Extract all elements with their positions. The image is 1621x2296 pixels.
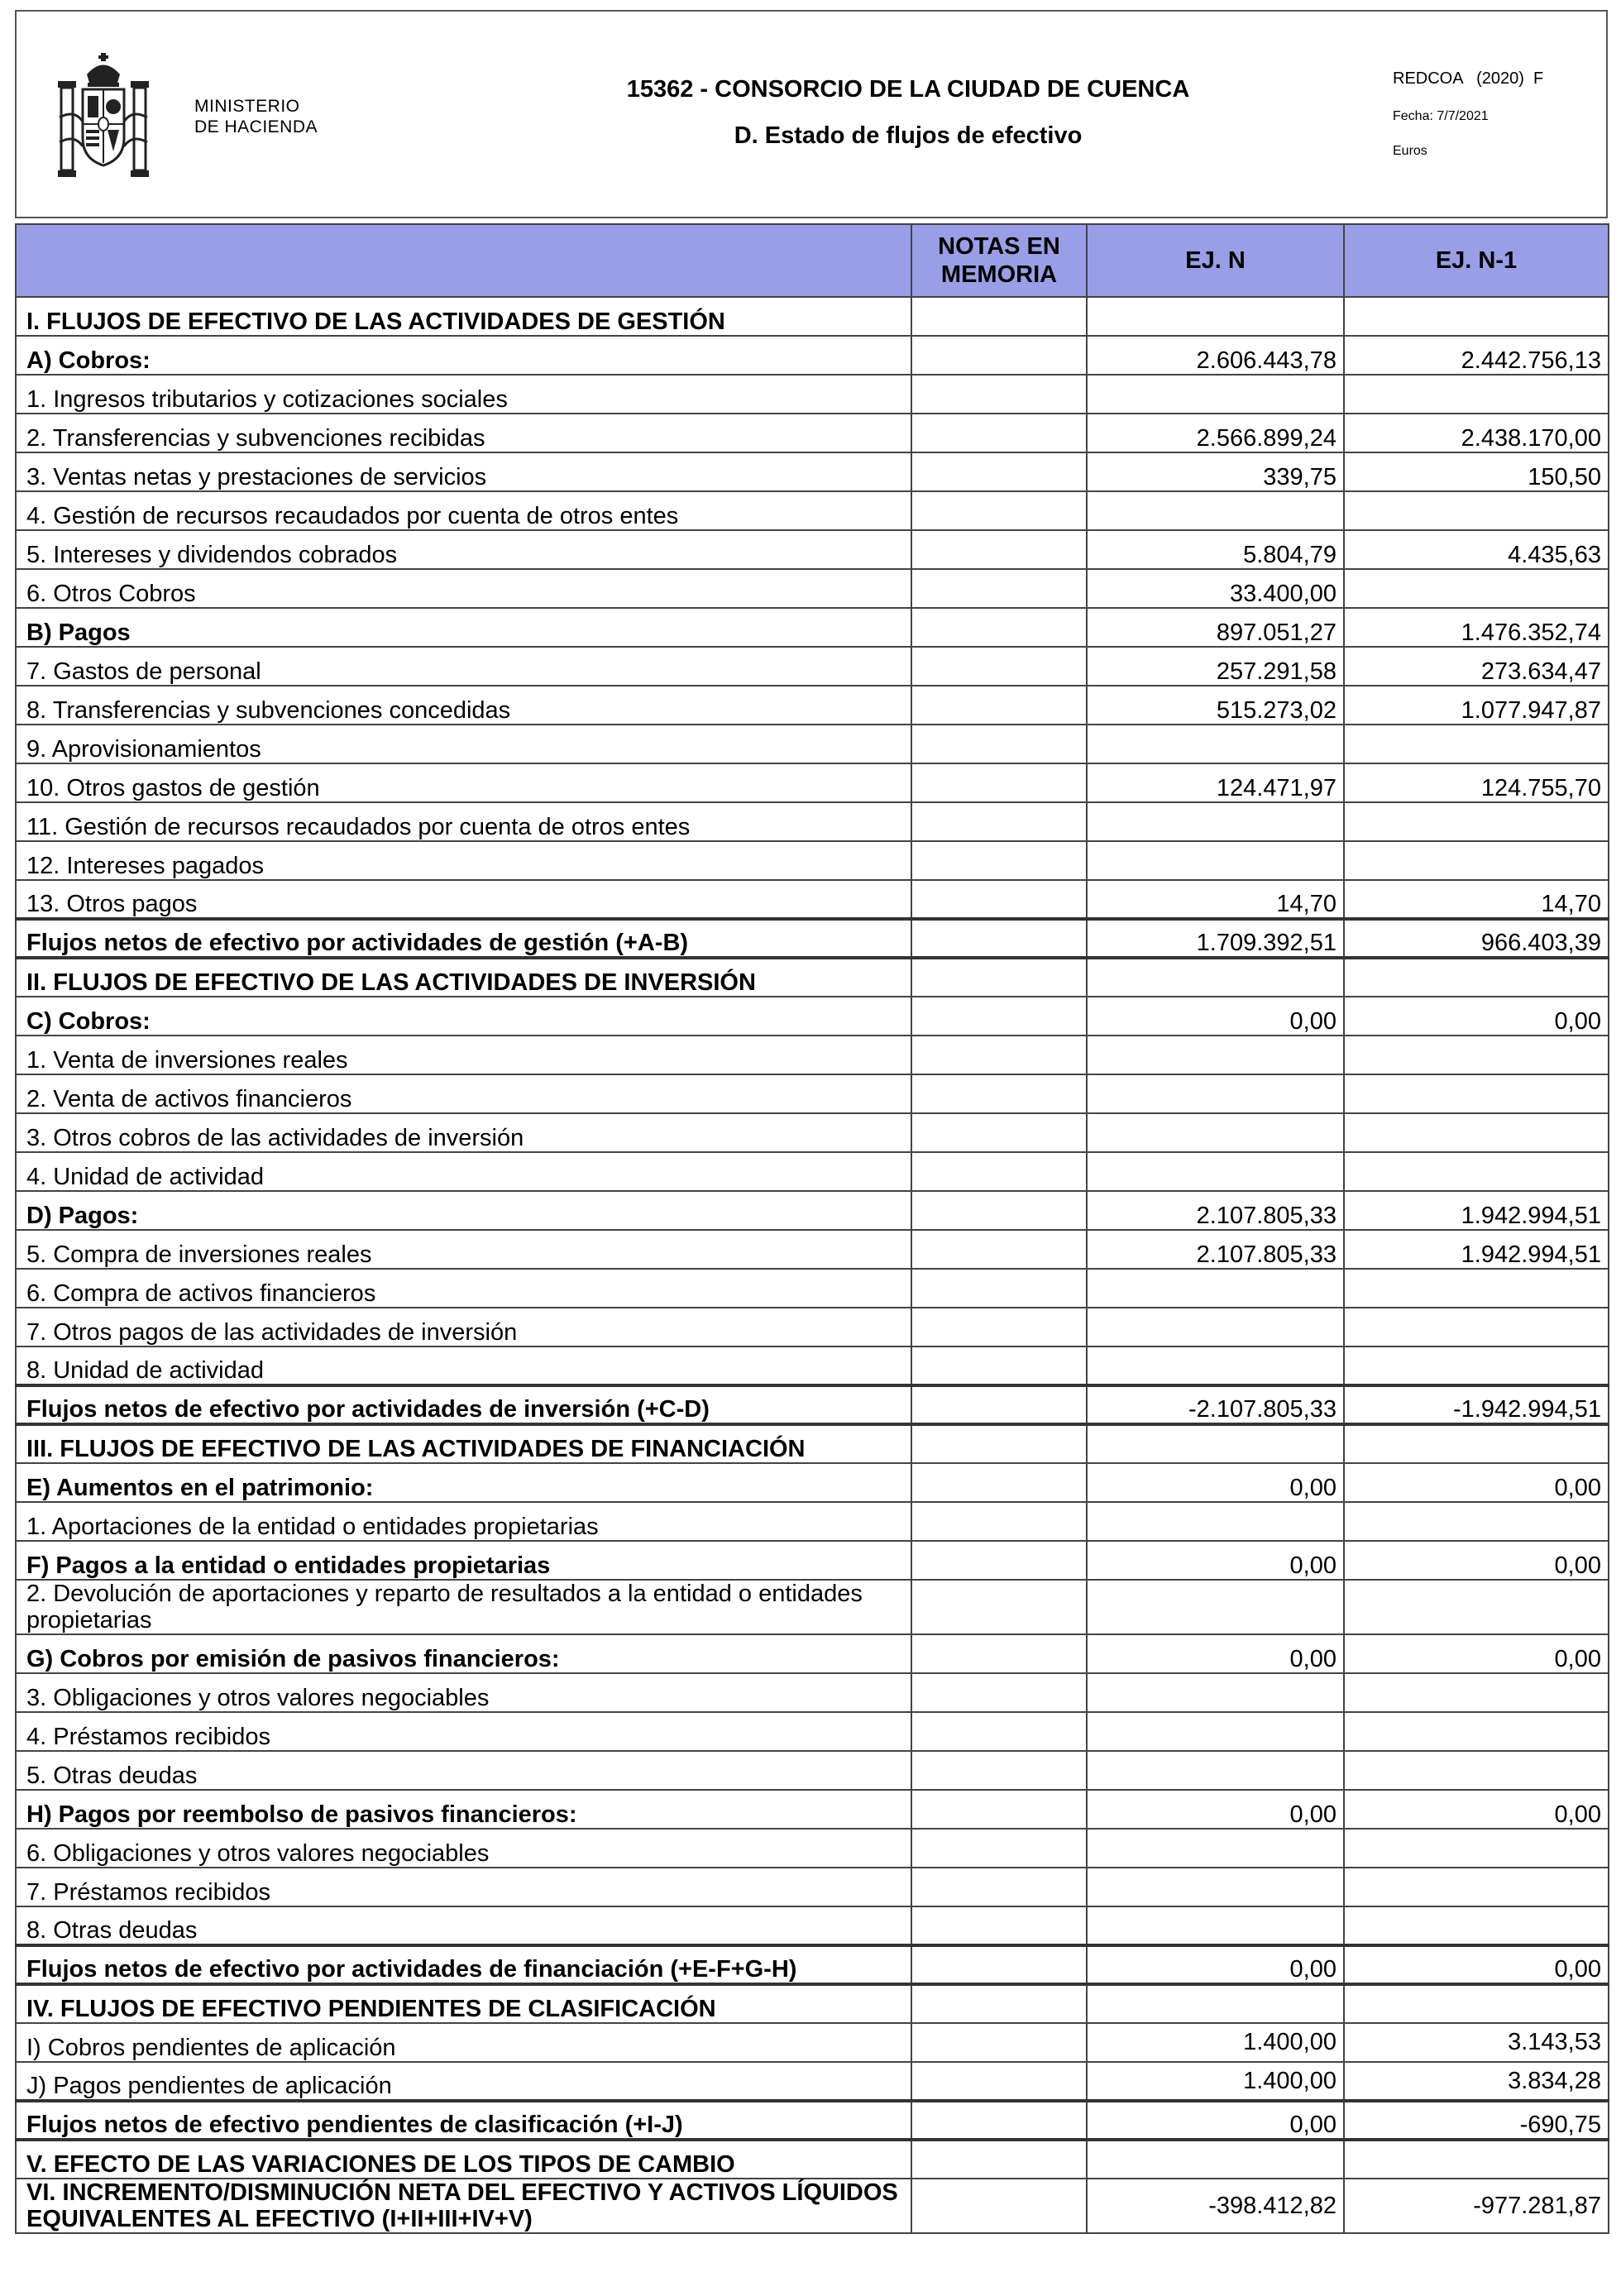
row-value-year-n1: [1344, 1829, 1609, 1868]
table-row: [16, 2179, 1609, 2233]
row-label: F) Pagos a la entidad o entidades propietarias: [16, 1541, 911, 1580]
row-label: Flujos netos de efectivo por actividades de gestión (+A-B): [16, 919, 911, 958]
row-notes: [911, 2062, 1087, 2101]
row-label: 6. Obligaciones y otros valores negociables: [16, 1829, 911, 1868]
row-value-year-n: 33.400,00: [1087, 569, 1344, 608]
row-value-year-n: [1087, 1984, 1344, 2023]
row-value-year-n: 1.709.392,51: [1087, 919, 1344, 958]
row-value-year-n: [1087, 1308, 1344, 1347]
table-row: [16, 1712, 1609, 1751]
row-label: E) Aumentos en el patrimonio:: [16, 1463, 911, 1502]
row-value-year-n1: 1.077.947,87: [1344, 686, 1609, 725]
ministry-line-2: DE HACIENDA: [194, 117, 318, 136]
row-notes: [911, 1790, 1087, 1829]
row-label: 7. Otros pagos de las actividades de inversión: [16, 1308, 911, 1347]
row-value-year-n: 124.471,97: [1087, 763, 1344, 802]
row-value-year-n: 0,00: [1087, 2101, 1344, 2140]
row-value-year-n: [1087, 802, 1344, 841]
table-row: [16, 997, 1609, 1036]
row-value-year-n1: [1344, 1751, 1609, 1790]
row-value-year-n1: [1344, 1074, 1609, 1113]
row-value-year-n1: [1344, 1113, 1609, 1152]
row-value-year-n: 2.107.805,33: [1087, 1191, 1344, 1230]
table-row: [16, 1424, 1609, 1463]
row-notes: [911, 1191, 1087, 1230]
row-value-year-n1: 966.403,39: [1344, 919, 1609, 958]
row-value-year-n1: [1344, 841, 1609, 880]
row-value-year-n1: 2.438.170,00: [1344, 414, 1609, 452]
report-title: 15362 - CONSORCIO DE LA CIUDAD DE CUENCA: [626, 76, 1190, 103]
row-value-year-n: 897.051,27: [1087, 608, 1344, 647]
row-value-year-n: [1087, 841, 1344, 880]
row-value-year-n: [1087, 1269, 1344, 1308]
row-notes: [911, 958, 1087, 997]
row-label: 8. Transferencias y subvenciones concedidas: [16, 686, 911, 725]
row-value-year-n1: [1344, 1712, 1609, 1751]
row-value-year-n: [1087, 1036, 1344, 1074]
row-label: VI. INCREMENTO/DISMINUCIÓN NETA DEL EFECTIVO Y ACTIVOS LÍQUIDOS EQUIVALENTES AL EFECTIVO (I+II+III+IV+V): [16, 2179, 911, 2233]
row-label: 2. Devolución de aportaciones y reparto de resultados a la entidad o entidades propietarias: [16, 1580, 911, 1634]
table-row: [16, 1634, 1609, 1673]
row-value-year-n: 5.804,79: [1087, 530, 1344, 569]
table-row: [16, 686, 1609, 725]
table-row: [16, 1308, 1609, 1347]
row-label: 3. Ventas netas y prestaciones de servicios: [16, 452, 911, 491]
row-notes: [911, 608, 1087, 647]
row-notes: [911, 880, 1087, 919]
row-value-year-n1: [1344, 1906, 1609, 1945]
row-value-year-n1: [1344, 802, 1609, 841]
ministry-name: [194, 96, 318, 137]
row-value-year-n: [1087, 1673, 1344, 1712]
row-value-year-n: 339,75: [1087, 452, 1344, 491]
row-value-year-n: [1087, 1906, 1344, 1945]
row-label: 11. Gestión de recursos recaudados por cuenta de otros entes: [16, 802, 911, 841]
row-label: 10. Otros gastos de gestión: [16, 763, 911, 802]
row-notes: [911, 336, 1087, 375]
row-label: IV. FLUJOS DE EFECTIVO PENDIENTES DE CLASIFICACIÓN: [16, 1984, 911, 2023]
row-notes: [911, 1036, 1087, 1074]
table-row: [16, 1113, 1609, 1152]
row-value-year-n1: 150,50: [1344, 452, 1609, 491]
row-notes: [911, 1868, 1087, 1906]
row-label: 4. Gestión de recursos recaudados por cuenta de otros entes: [16, 491, 911, 530]
row-label: 3. Otros cobros de las actividades de inversión: [16, 1113, 911, 1152]
row-label: 7. Gastos de personal: [16, 647, 911, 686]
row-label: 1. Aportaciones de la entidad o entidades propietarias: [16, 1502, 911, 1541]
row-value-year-n: [1087, 1502, 1344, 1541]
row-notes: [911, 1712, 1087, 1751]
row-value-year-n1: [1344, 491, 1609, 530]
table-row: [16, 375, 1609, 414]
row-label: D) Pagos:: [16, 1191, 911, 1230]
row-notes: [911, 802, 1087, 841]
row-value-year-n: 1.400,00: [1087, 2023, 1344, 2062]
row-notes: [911, 2023, 1087, 2062]
row-value-year-n: 0,00: [1087, 1945, 1344, 1984]
table-header-row: [16, 224, 1609, 297]
row-value-year-n1: [1344, 1152, 1609, 1191]
table-row: [16, 763, 1609, 802]
row-label: Flujos netos de efectivo por actividades de financiación (+E-F+G-H): [16, 1945, 911, 1984]
row-notes: [911, 530, 1087, 569]
row-value-year-n: -398.412,82: [1087, 2179, 1344, 2233]
table-row: [16, 1036, 1609, 1074]
row-label: I. FLUJOS DE EFECTIVO DE LAS ACTIVIDADES DE GESTIÓN: [16, 297, 911, 336]
row-value-year-n: 0,00: [1087, 997, 1344, 1036]
row-notes: [911, 1347, 1087, 1385]
table-row: [16, 880, 1609, 919]
row-label: 2. Transferencias y subvenciones recibidas: [16, 414, 911, 452]
row-notes: [911, 1580, 1087, 1634]
row-value-year-n: 0,00: [1087, 1634, 1344, 1673]
row-notes: [911, 1751, 1087, 1790]
row-value-year-n1: [1344, 1347, 1609, 1385]
row-label: G) Cobros por emisión de pasivos financieros:: [16, 1634, 911, 1673]
row-value-year-n1: 273.634,47: [1344, 647, 1609, 686]
row-value-year-n: 0,00: [1087, 1463, 1344, 1502]
row-value-year-n1: [1344, 2140, 1609, 2179]
row-value-year-n: 515.273,02: [1087, 686, 1344, 725]
row-value-year-n: [1087, 1113, 1344, 1152]
table-row: [16, 2023, 1609, 2062]
row-label: B) Pagos: [16, 608, 911, 647]
cash-flow-table: [15, 223, 1609, 2234]
row-notes: [911, 1269, 1087, 1308]
row-notes: [911, 1945, 1087, 1984]
report-date: Fecha: 7/7/2021: [1393, 109, 1489, 123]
table-row: [16, 1463, 1609, 1502]
report-subtitle: D. Estado de flujos de efectivo: [734, 122, 1083, 149]
table-row: [16, 2101, 1609, 2140]
table-row: [16, 1230, 1609, 1269]
table-row: [16, 919, 1609, 958]
row-value-year-n: [1087, 1152, 1344, 1191]
row-value-year-n: 14,70: [1087, 880, 1344, 919]
row-label: 6. Compra de activos financieros: [16, 1269, 911, 1308]
row-notes: [911, 763, 1087, 802]
row-label: Flujos netos de efectivo por actividades de inversión (+C-D): [16, 1385, 911, 1424]
row-notes: [911, 491, 1087, 530]
row-label: Flujos netos de efectivo pendientes de clasificación (+I-J): [16, 2101, 911, 2140]
row-notes: [911, 1424, 1087, 1463]
table-row: [16, 1790, 1609, 1829]
currency-label: Euros: [1393, 144, 1427, 158]
table-row: [16, 1984, 1609, 2023]
row-label: 5. Otras deudas: [16, 1751, 911, 1790]
row-value-year-n1: 0,00: [1344, 997, 1609, 1036]
row-value-year-n: [1087, 1712, 1344, 1751]
row-notes: [911, 725, 1087, 763]
table-row: [16, 958, 1609, 997]
row-value-year-n1: 124.755,70: [1344, 763, 1609, 802]
year-n1-column-header: EJ. N-1: [1344, 224, 1609, 297]
row-notes: [911, 1463, 1087, 1502]
row-value-year-n1: [1344, 1673, 1609, 1712]
table-row: [16, 2062, 1609, 2101]
row-value-year-n1: [1344, 1984, 1609, 2023]
row-notes: [911, 1074, 1087, 1113]
row-value-year-n1: 3.143,53: [1344, 2023, 1609, 2062]
row-notes: [911, 1230, 1087, 1269]
row-value-year-n: [1087, 1580, 1344, 1634]
row-label: H) Pagos por reembolso de pasivos financieros:: [16, 1790, 911, 1829]
row-value-year-n1: 0,00: [1344, 1541, 1609, 1580]
row-label: J) Pagos pendientes de aplicación: [16, 2062, 911, 2101]
row-notes: [911, 919, 1087, 958]
row-notes: [911, 1673, 1087, 1712]
table-row: [16, 802, 1609, 841]
row-value-year-n1: [1344, 958, 1609, 997]
table-row: [16, 841, 1609, 880]
table-row: [16, 1945, 1609, 1984]
table-row: [16, 491, 1609, 530]
row-notes: [911, 1906, 1087, 1945]
row-notes: [911, 997, 1087, 1036]
row-value-year-n1: [1344, 1424, 1609, 1463]
row-notes: [911, 1829, 1087, 1868]
row-notes: [911, 452, 1087, 491]
row-notes: [911, 1152, 1087, 1191]
row-value-year-n: 2.566.899,24: [1087, 414, 1344, 452]
table-row: [16, 725, 1609, 763]
row-value-year-n: [1087, 1347, 1344, 1385]
row-value-year-n1: 0,00: [1344, 1634, 1609, 1673]
row-value-year-n1: 0,00: [1344, 1463, 1609, 1502]
row-value-year-n: [1087, 297, 1344, 336]
row-value-year-n: 0,00: [1087, 1541, 1344, 1580]
row-notes: [911, 1113, 1087, 1152]
row-value-year-n1: [1344, 1036, 1609, 1074]
row-label: 8. Otras deudas: [16, 1906, 911, 1945]
row-notes: [911, 1984, 1087, 2023]
row-value-year-n: 0,00: [1087, 1790, 1344, 1829]
row-value-year-n: [1087, 1424, 1344, 1463]
row-value-year-n1: [1344, 375, 1609, 414]
row-value-year-n: [1087, 1868, 1344, 1906]
row-label: 12. Intereses pagados: [16, 841, 911, 880]
row-label: 13. Otros pagos: [16, 880, 911, 919]
table-row: [16, 297, 1609, 336]
report-header: [15, 10, 1608, 218]
row-label: 5. Compra de inversiones reales: [16, 1230, 911, 1269]
row-value-year-n: [1087, 1074, 1344, 1113]
row-label: III. FLUJOS DE EFECTIVO DE LAS ACTIVIDADES DE FINANCIACIÓN: [16, 1424, 911, 1463]
row-value-year-n1: [1344, 1502, 1609, 1541]
row-label: II. FLUJOS DE EFECTIVO DE LAS ACTIVIDADES DE INVERSIÓN: [16, 958, 911, 997]
row-value-year-n1: [1344, 569, 1609, 608]
table-row: [16, 1751, 1609, 1790]
row-label: 4. Préstamos recibidos: [16, 1712, 911, 1751]
row-label: 1. Ingresos tributarios y cotizaciones sociales: [16, 375, 911, 414]
row-value-year-n1: -690,75: [1344, 2101, 1609, 2140]
row-value-year-n1: [1344, 1868, 1609, 1906]
table-row: [16, 1074, 1609, 1113]
table-row: [16, 1829, 1609, 1868]
row-value-year-n1: [1344, 1269, 1609, 1308]
row-value-year-n1: 1.942.994,51: [1344, 1230, 1609, 1269]
row-notes: [911, 2101, 1087, 2140]
row-value-year-n1: 1.942.994,51: [1344, 1191, 1609, 1230]
row-value-year-n1: 2.442.756,13: [1344, 336, 1609, 375]
table-row: [16, 1191, 1609, 1230]
coat-of-arms-icon: [58, 51, 149, 184]
table-row: [16, 530, 1609, 569]
row-label: 4. Unidad de actividad: [16, 1152, 911, 1191]
row-notes: [911, 569, 1087, 608]
row-value-year-n1: [1344, 1308, 1609, 1347]
row-label: 6. Otros Cobros: [16, 569, 911, 608]
ministry-line-1: MINISTERIO: [194, 97, 300, 116]
row-notes: [911, 686, 1087, 725]
row-notes: [911, 1502, 1087, 1541]
table-row: [16, 1502, 1609, 1541]
row-value-year-n1: [1344, 297, 1609, 336]
row-notes: [911, 1634, 1087, 1673]
table-row: [16, 1347, 1609, 1385]
report-code: REDCOA (2020) F: [1393, 69, 1544, 88]
row-value-year-n: [1087, 2140, 1344, 2179]
row-notes: [911, 1308, 1087, 1347]
row-notes: [911, 647, 1087, 686]
row-label: 2. Venta de activos financieros: [16, 1074, 911, 1113]
table-body: [16, 297, 1609, 2233]
table-row: [16, 1868, 1609, 1906]
row-label: 3. Obligaciones y otros valores negociables: [16, 1673, 911, 1712]
table-row: [16, 1152, 1609, 1191]
row-value-year-n1: [1344, 1580, 1609, 1634]
row-value-year-n: [1087, 958, 1344, 997]
description-column-header: [16, 224, 911, 297]
row-value-year-n1: 1.476.352,74: [1344, 608, 1609, 647]
table-row: [16, 1269, 1609, 1308]
table-row: [16, 336, 1609, 375]
table-row: [16, 452, 1609, 491]
row-value-year-n: -2.107.805,33: [1087, 1385, 1344, 1424]
row-value-year-n1: [1344, 725, 1609, 763]
row-value-year-n1: 4.435,63: [1344, 530, 1609, 569]
table-row: [16, 608, 1609, 647]
year-n-column-header: EJ. N: [1087, 224, 1344, 297]
row-notes: [911, 2179, 1087, 2233]
table-row: [16, 2140, 1609, 2179]
row-value-year-n1: -1.942.994,51: [1344, 1385, 1609, 1424]
row-value-year-n: 1.400,00: [1087, 2062, 1344, 2101]
row-value-year-n: [1087, 1829, 1344, 1868]
row-notes: [911, 375, 1087, 414]
row-value-year-n: 257.291,58: [1087, 647, 1344, 686]
table-row: [16, 1385, 1609, 1424]
row-notes: [911, 297, 1087, 336]
row-notes: [911, 841, 1087, 880]
row-label: 1. Venta de inversiones reales: [16, 1036, 911, 1074]
table-row: [16, 569, 1609, 608]
table-row: [16, 1673, 1609, 1712]
row-label: 9. Aprovisionamientos: [16, 725, 911, 763]
row-value-year-n: 2.107.805,33: [1087, 1230, 1344, 1269]
row-value-year-n: 2.606.443,78: [1087, 336, 1344, 375]
row-label: A) Cobros:: [16, 336, 911, 375]
row-value-year-n1: 14,70: [1344, 880, 1609, 919]
row-label: 7. Préstamos recibidos: [16, 1868, 911, 1906]
row-label: 8. Unidad de actividad: [16, 1347, 911, 1385]
row-label: V. EFECTO DE LAS VARIACIONES DE LOS TIPOS DE CAMBIO: [16, 2140, 911, 2179]
table-row: [16, 1906, 1609, 1945]
table-row: [16, 647, 1609, 686]
row-label: I) Cobros pendientes de aplicación: [16, 2023, 911, 2062]
table-row: [16, 1580, 1609, 1634]
row-value-year-n: [1087, 491, 1344, 530]
row-label: 5. Intereses y dividendos cobrados: [16, 530, 911, 569]
row-notes: [911, 1385, 1087, 1424]
row-value-year-n1: 3.834,28: [1344, 2062, 1609, 2101]
table-row: [16, 414, 1609, 452]
row-label: C) Cobros:: [16, 997, 911, 1036]
row-notes: [911, 2140, 1087, 2179]
row-value-year-n: [1087, 375, 1344, 414]
notes-column-header: NOTAS EN MEMORIA: [911, 224, 1087, 297]
row-notes: [911, 1541, 1087, 1580]
row-value-year-n1: 0,00: [1344, 1790, 1609, 1829]
row-notes: [911, 414, 1087, 452]
row-value-year-n: [1087, 1751, 1344, 1790]
row-value-year-n: [1087, 725, 1344, 763]
table-row: [16, 1541, 1609, 1580]
row-value-year-n1: -977.281,87: [1344, 2179, 1609, 2233]
row-value-year-n1: 0,00: [1344, 1945, 1609, 1984]
